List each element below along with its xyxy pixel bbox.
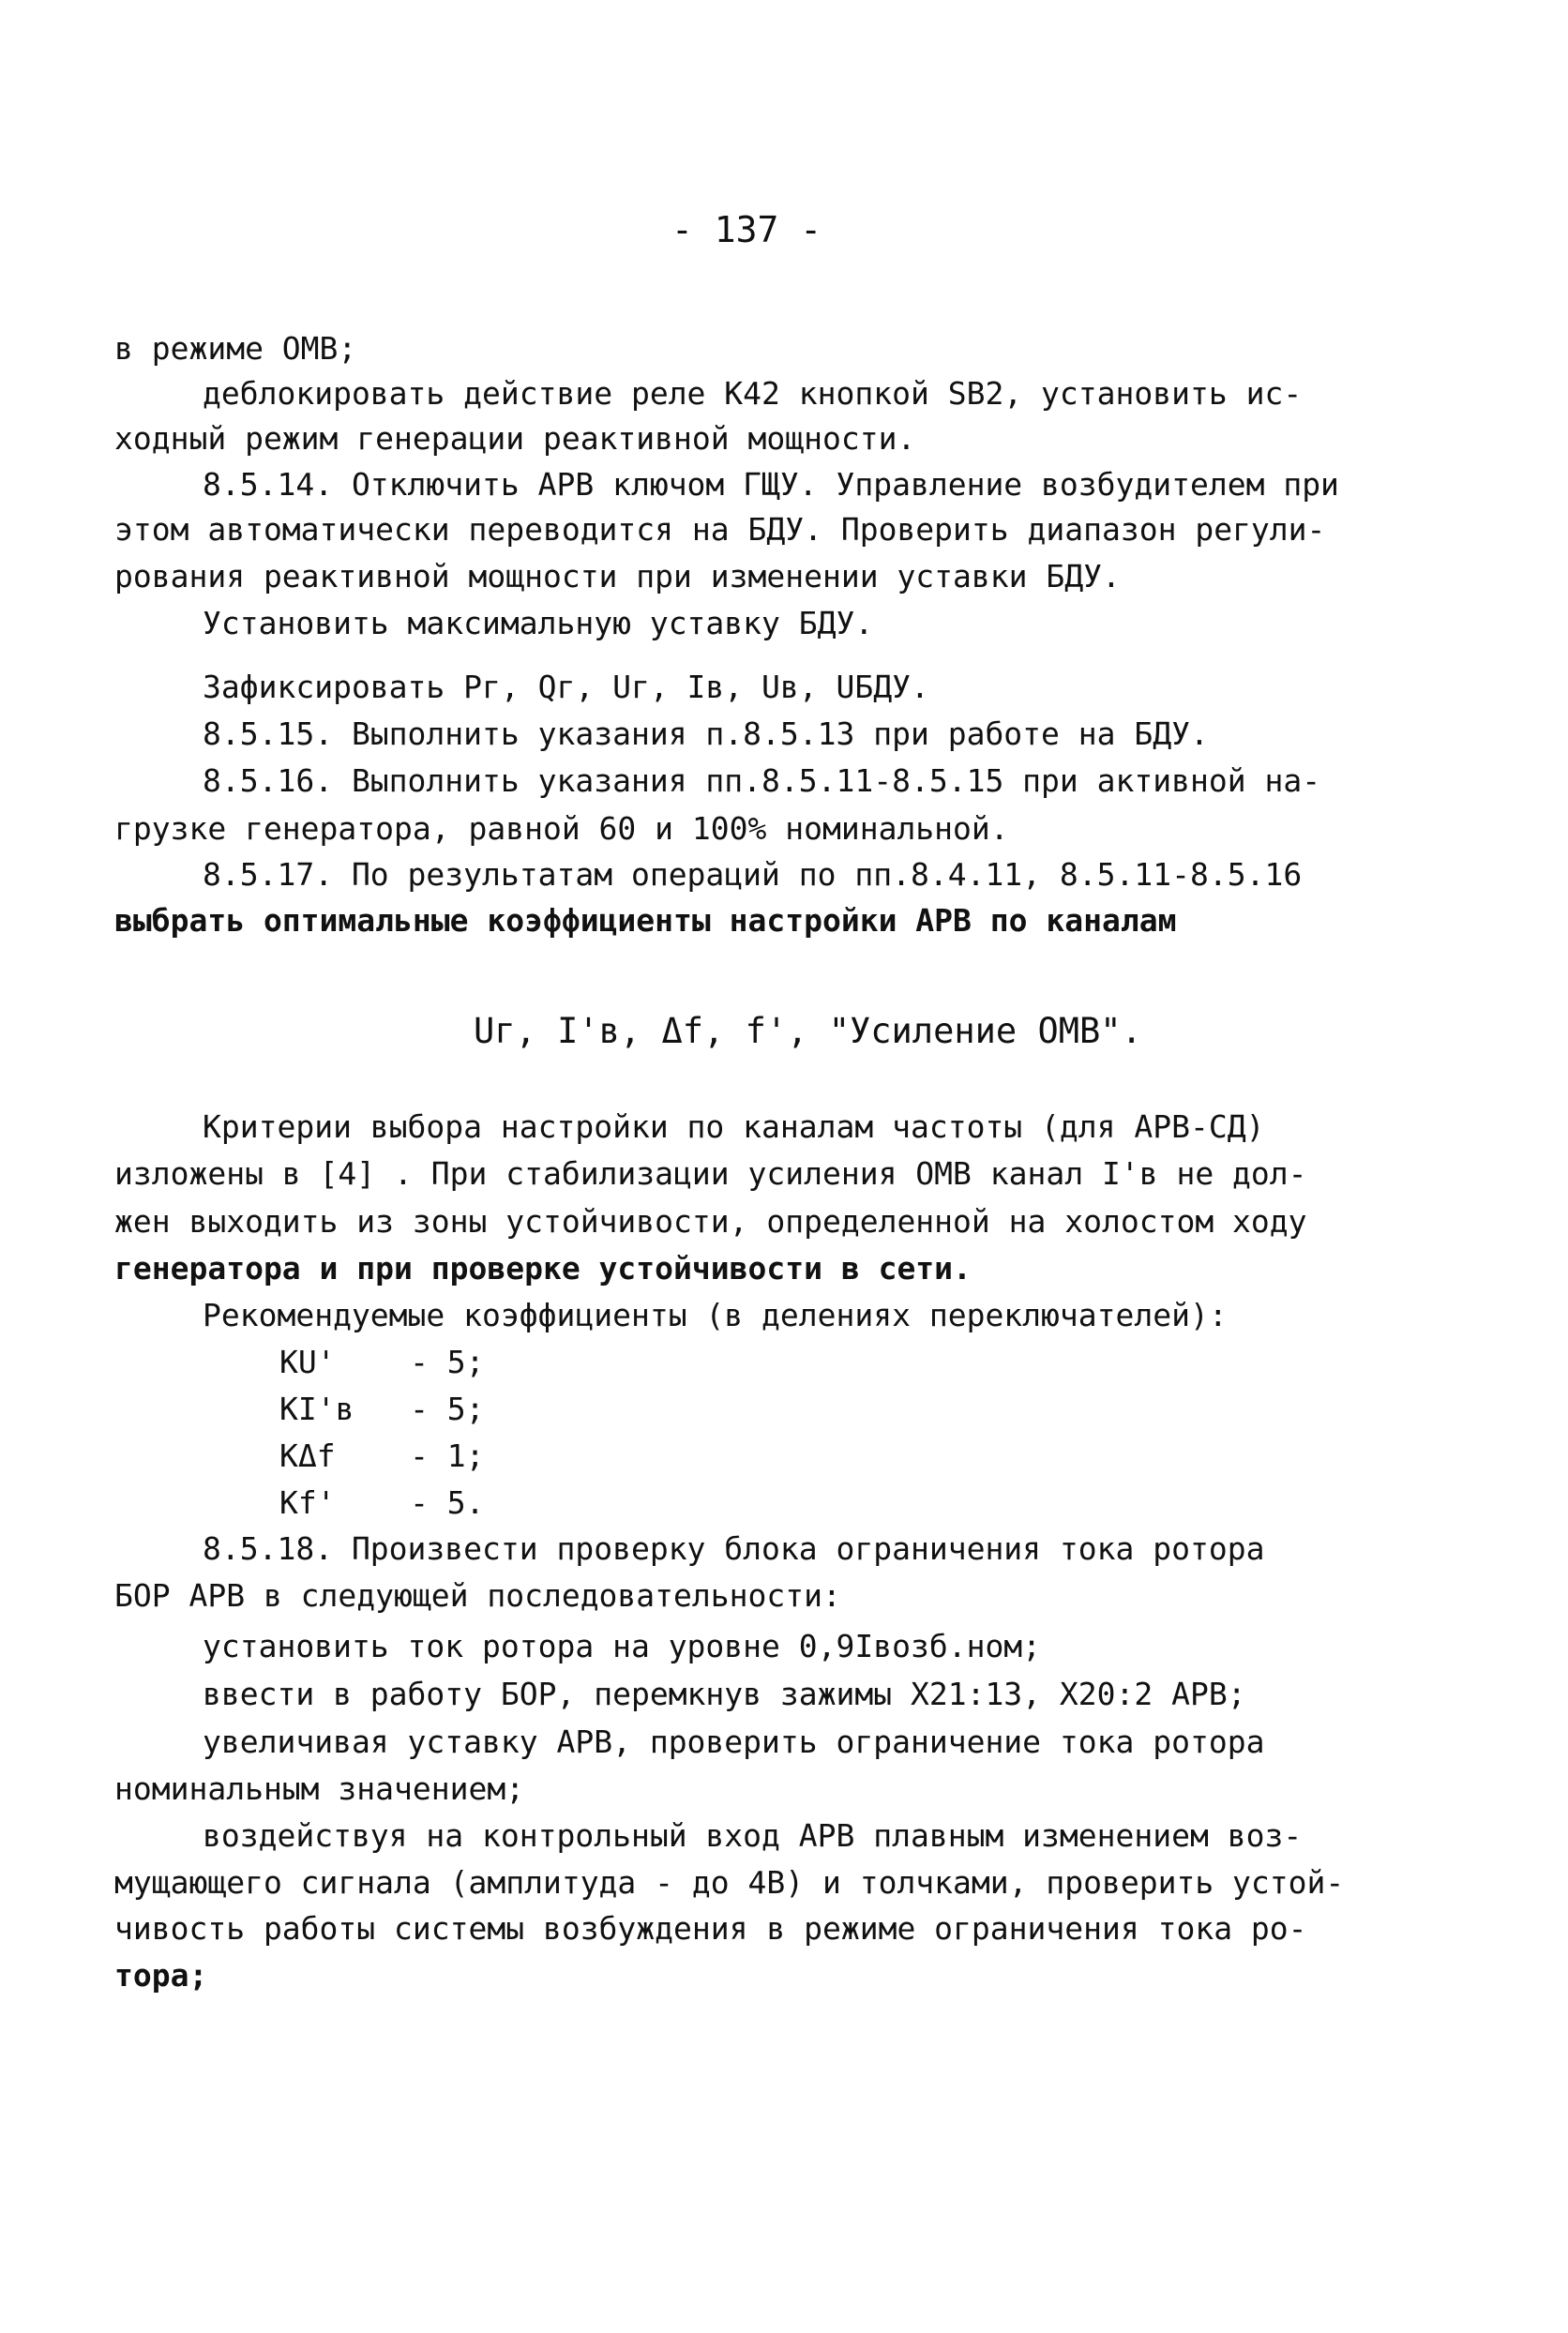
text-line: изложены в [4] . При стабилизации усиления ОМВ канал I'в не дол- xyxy=(114,1155,1307,1192)
coefficient-line: КU' - 5; xyxy=(279,1344,485,1380)
text-line: чивость работы системы возбуждения в режиме ограничения тока ро- xyxy=(114,1910,1307,1947)
text-line: 8.5.16. Выполнить указания пп.8.5.11-8.5.15 при активной на- xyxy=(203,762,1321,799)
text-line: 8.5.15. Выполнить указания п.8.5.13 при работе на БДУ. xyxy=(203,715,1209,752)
text-line: ввести в работу БОР, перемкнув зажимы Х21:13, Х20:2 АРВ; xyxy=(203,1676,1246,1712)
text-line: установить ток ротора на уровне 0,9Iвозб.ном; xyxy=(203,1628,1042,1664)
coefficient-line: КΔf - 1; xyxy=(279,1437,485,1474)
text-line: тора; xyxy=(114,1957,208,1994)
text-line: Зафиксировать Pг, Qг, Uг, Iв, Uв, UБДУ. xyxy=(203,669,929,705)
coefficient-line: Кf' - 5. xyxy=(279,1484,485,1521)
text-line: этом автоматически переводится на БДУ. Проверить диапазон регули- xyxy=(114,511,1326,548)
page-number: - 137 - xyxy=(671,209,822,250)
text-line: генератора и при проверке устойчивости в сети. xyxy=(114,1250,972,1287)
formula-line: Uг, I'в, Δf, f', "Усиление ОМВ". xyxy=(474,1011,1142,1051)
text-line: номинальным значением; xyxy=(114,1770,525,1807)
text-line: ходный режим генерации реактивной мощности. xyxy=(114,420,916,457)
text-line: БОР АРВ в следующей последовательности: xyxy=(114,1577,841,1614)
text-line: 8.5.14. Отключить АРВ ключом ГЩУ. Управление возбудителем при xyxy=(203,466,1339,503)
text-line: жен выходить из зоны устойчивости, определенной на холостом ходу xyxy=(114,1203,1307,1240)
text-line: 8.5.18. Произвести проверку блока ограничения тока ротора xyxy=(203,1530,1265,1567)
text-line: воздействуя на контрольный вход АРВ плавным изменением воз- xyxy=(203,1817,1303,1854)
text-line: мущающего сигнала (амплитуда - до 4В) и толчками, проверить устой- xyxy=(114,1864,1345,1901)
text-line: 8.5.17. По результатам операций по пп.8.4.11, 8.5.11-8.5.16 xyxy=(203,856,1303,893)
text-line: увеличивая уставку АРВ, проверить ограничение тока ротора xyxy=(203,1723,1265,1760)
text-line: Рекомендуемые коэффициенты (в делениях переключателей): xyxy=(203,1297,1228,1333)
text-line: грузке генератора, равной 60 и 100% номинальной. xyxy=(114,810,1009,847)
text-line: рования реактивной мощности при изменении уставки БДУ. xyxy=(114,558,1121,595)
text-line: деблокировать действие реле К42 кнопкой SВ2, установить ис- xyxy=(203,375,1303,412)
text-line: в режиме ОМВ; xyxy=(114,330,357,367)
coefficient-line: КI'в - 5; xyxy=(279,1391,485,1427)
text-line: Установить максимальную уставку БДУ. xyxy=(203,605,874,641)
text-line: выбрать оптимальные коэффициенты настройки АРВ по каналам xyxy=(114,902,1177,939)
text-line: Критерии выбора настройки по каналам частоты (для АРВ-СД) xyxy=(203,1108,1265,1145)
